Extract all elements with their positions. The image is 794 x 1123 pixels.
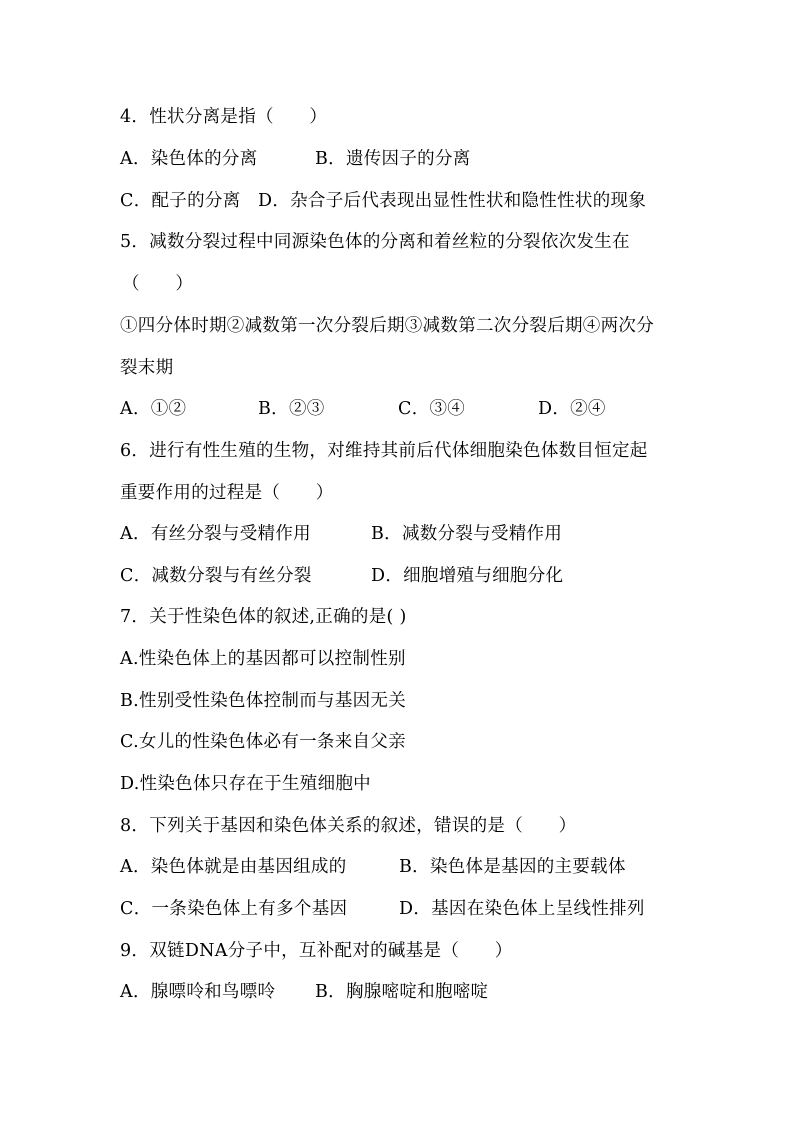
question-5-option-a: A．①② <box>120 399 187 419</box>
question-9-option-a: A．腺嘌呤和鸟嘌呤 <box>120 982 276 1002</box>
question-8-option-c: C．一条染色体上有多个基因 <box>120 899 348 919</box>
question-6-option-d: D．细胞增殖与细胞分化 <box>371 566 564 586</box>
question-8-option-a: A．染色体就是由基因组成的 <box>120 857 347 877</box>
question-6-option-b: B．减数分裂与受精作用 <box>371 524 563 544</box>
question-4-option-a: A．染色体的分离 <box>120 149 258 169</box>
question-9-option-b: B．胸腺嘧啶和胞嘧啶 <box>315 982 489 1002</box>
question-8-stem: 8．下列关于基因和染色体关系的叙述，错误的是（ ） <box>120 816 577 836</box>
question-5-option-c: C．③④ <box>398 399 466 419</box>
question-6-stem-line1: 6．进行有性生殖的生物，对维持其前后代体细胞染色体数目恒定起 <box>120 441 648 461</box>
question-6-option-a: A．有丝分裂与受精作用 <box>120 524 311 544</box>
question-5-stem-line1: 5．减数分裂过程中同源染色体的分离和着丝粒的分裂依次发生在 <box>120 232 630 252</box>
question-4-option-c: C．配子的分离 <box>120 191 241 211</box>
question-7-option-d: D.性染色体只存在于生殖细胞中 <box>120 774 371 794</box>
question-5-list-line1: ①四分体时期②减数第一次分裂后期③减数第二次分裂后期④两次分 <box>120 316 654 336</box>
question-4-option-d: D．杂合子后代表现出显性性状和隐性性状的现象 <box>258 191 647 211</box>
question-4-stem: 4．性状分离是指（ ） <box>120 107 328 127</box>
question-5-option-d: D．②④ <box>538 399 606 419</box>
question-7-stem: 7．关于性染色体的叙述,正确的是( ) <box>120 607 407 627</box>
question-7-option-a: A.性染色体上的基因都可以控制性别 <box>120 649 406 669</box>
question-6-stem-line2: 重要作用的过程是（ ） <box>120 483 334 503</box>
question-9-stem: 9．双链DNA分子中，互补配对的碱基是（ ） <box>120 941 513 961</box>
question-4-option-b: B．遗传因子的分离 <box>315 149 471 169</box>
question-7-option-b: B.性别受性染色体控制而与基因无关 <box>120 691 407 711</box>
question-8-option-d: D．基因在染色体上呈线性排列 <box>399 899 645 919</box>
question-5-stem-line2: （ ） <box>122 274 194 294</box>
question-8-option-b: B．染色体是基因的主要载体 <box>399 857 626 877</box>
question-5-option-b: B．②③ <box>258 399 325 419</box>
question-5-list-line2: 裂末期 <box>120 358 174 378</box>
question-6-option-c: C．减数分裂与有丝分裂 <box>120 566 312 586</box>
question-7-option-c: C.女儿的性染色体必有一条来自父亲 <box>120 732 406 752</box>
